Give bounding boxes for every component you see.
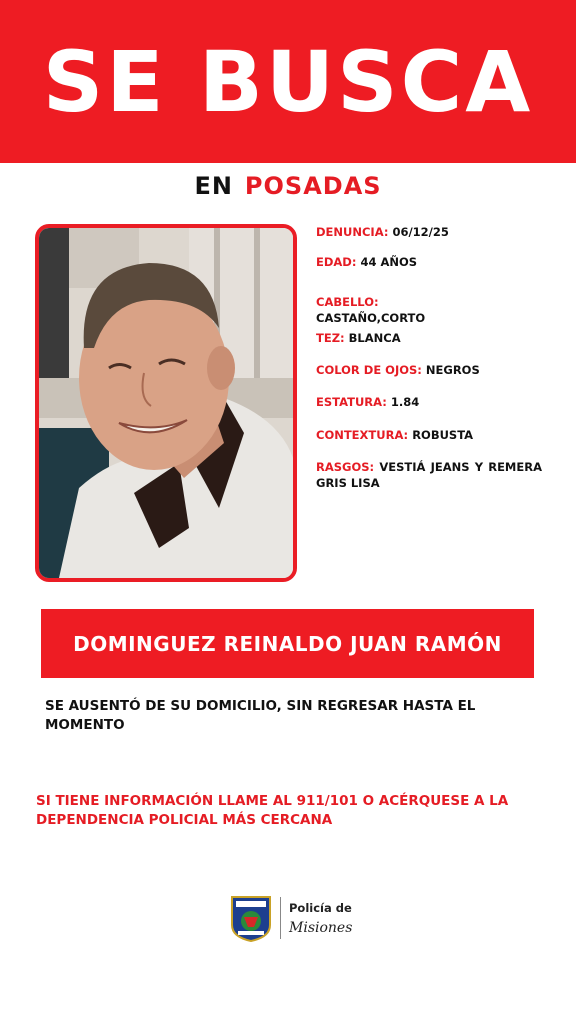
detail-cabello <box>316 294 542 326</box>
detail-estatura <box>316 394 542 410</box>
police-footer <box>230 892 352 944</box>
detail-label: ESTATURA: <box>316 395 387 409</box>
location-prefix: EN <box>194 172 233 200</box>
contact-message: SI TIENE INFORMACIÓN LLAME AL 911/101 O ACÉRQUESE A LA DEPENDENCIA POLICIAL MÁS CERCANA <box>36 793 509 828</box>
detail-value: 1.84 <box>390 395 420 409</box>
detail-label: DENUNCIA: <box>316 225 389 239</box>
header-banner <box>0 0 576 163</box>
missing-person-photo <box>35 224 297 582</box>
detail-value: VESTIÁ JEANS Y REMERA GRIS LISA <box>316 460 542 490</box>
detail-value: 06/12/25 <box>392 225 449 239</box>
absence-message: SE AUSENTÓ DE SU DOMICILIO, SIN REGRESAR HASTA EL MOMENTO <box>45 698 476 733</box>
detail-edad <box>316 254 542 270</box>
location-subtitle <box>0 172 576 200</box>
police-shield-logo <box>230 893 272 943</box>
detail-value: CASTAÑO,CORTO <box>316 311 426 325</box>
detail-label: RASGOS: <box>316 460 375 474</box>
detail-label: COLOR DE OJOS: <box>316 363 422 377</box>
detail-denuncia <box>316 224 542 240</box>
page-title: SE BUSCA <box>42 32 534 131</box>
detail-value: BLANCA <box>348 331 401 345</box>
person-name: DOMINGUEZ REINALDO JUAN RAMÓN <box>73 631 502 656</box>
police-name-line2: Misiones <box>289 920 353 936</box>
detail-tez <box>316 330 542 346</box>
person-name-bar <box>41 609 534 678</box>
detail-ojos <box>316 362 542 378</box>
police-name <box>289 898 352 938</box>
location-city: POSADAS <box>244 172 382 200</box>
detail-label: CONTEXTURA: <box>316 428 409 442</box>
detail-label: CABELLO: <box>316 295 379 309</box>
detail-rasgos <box>316 459 542 491</box>
person-portrait-image <box>39 228 293 578</box>
police-name-line1: Policía de <box>289 901 352 915</box>
detail-contextura <box>316 427 542 443</box>
detail-label: EDAD: <box>316 255 357 269</box>
detail-label: TEZ: <box>316 331 345 345</box>
footer-divider <box>280 897 281 939</box>
detail-value: ROBUSTA <box>412 428 474 442</box>
detail-value: NEGROS <box>425 363 480 377</box>
detail-value: 44 AÑOS <box>360 255 418 269</box>
